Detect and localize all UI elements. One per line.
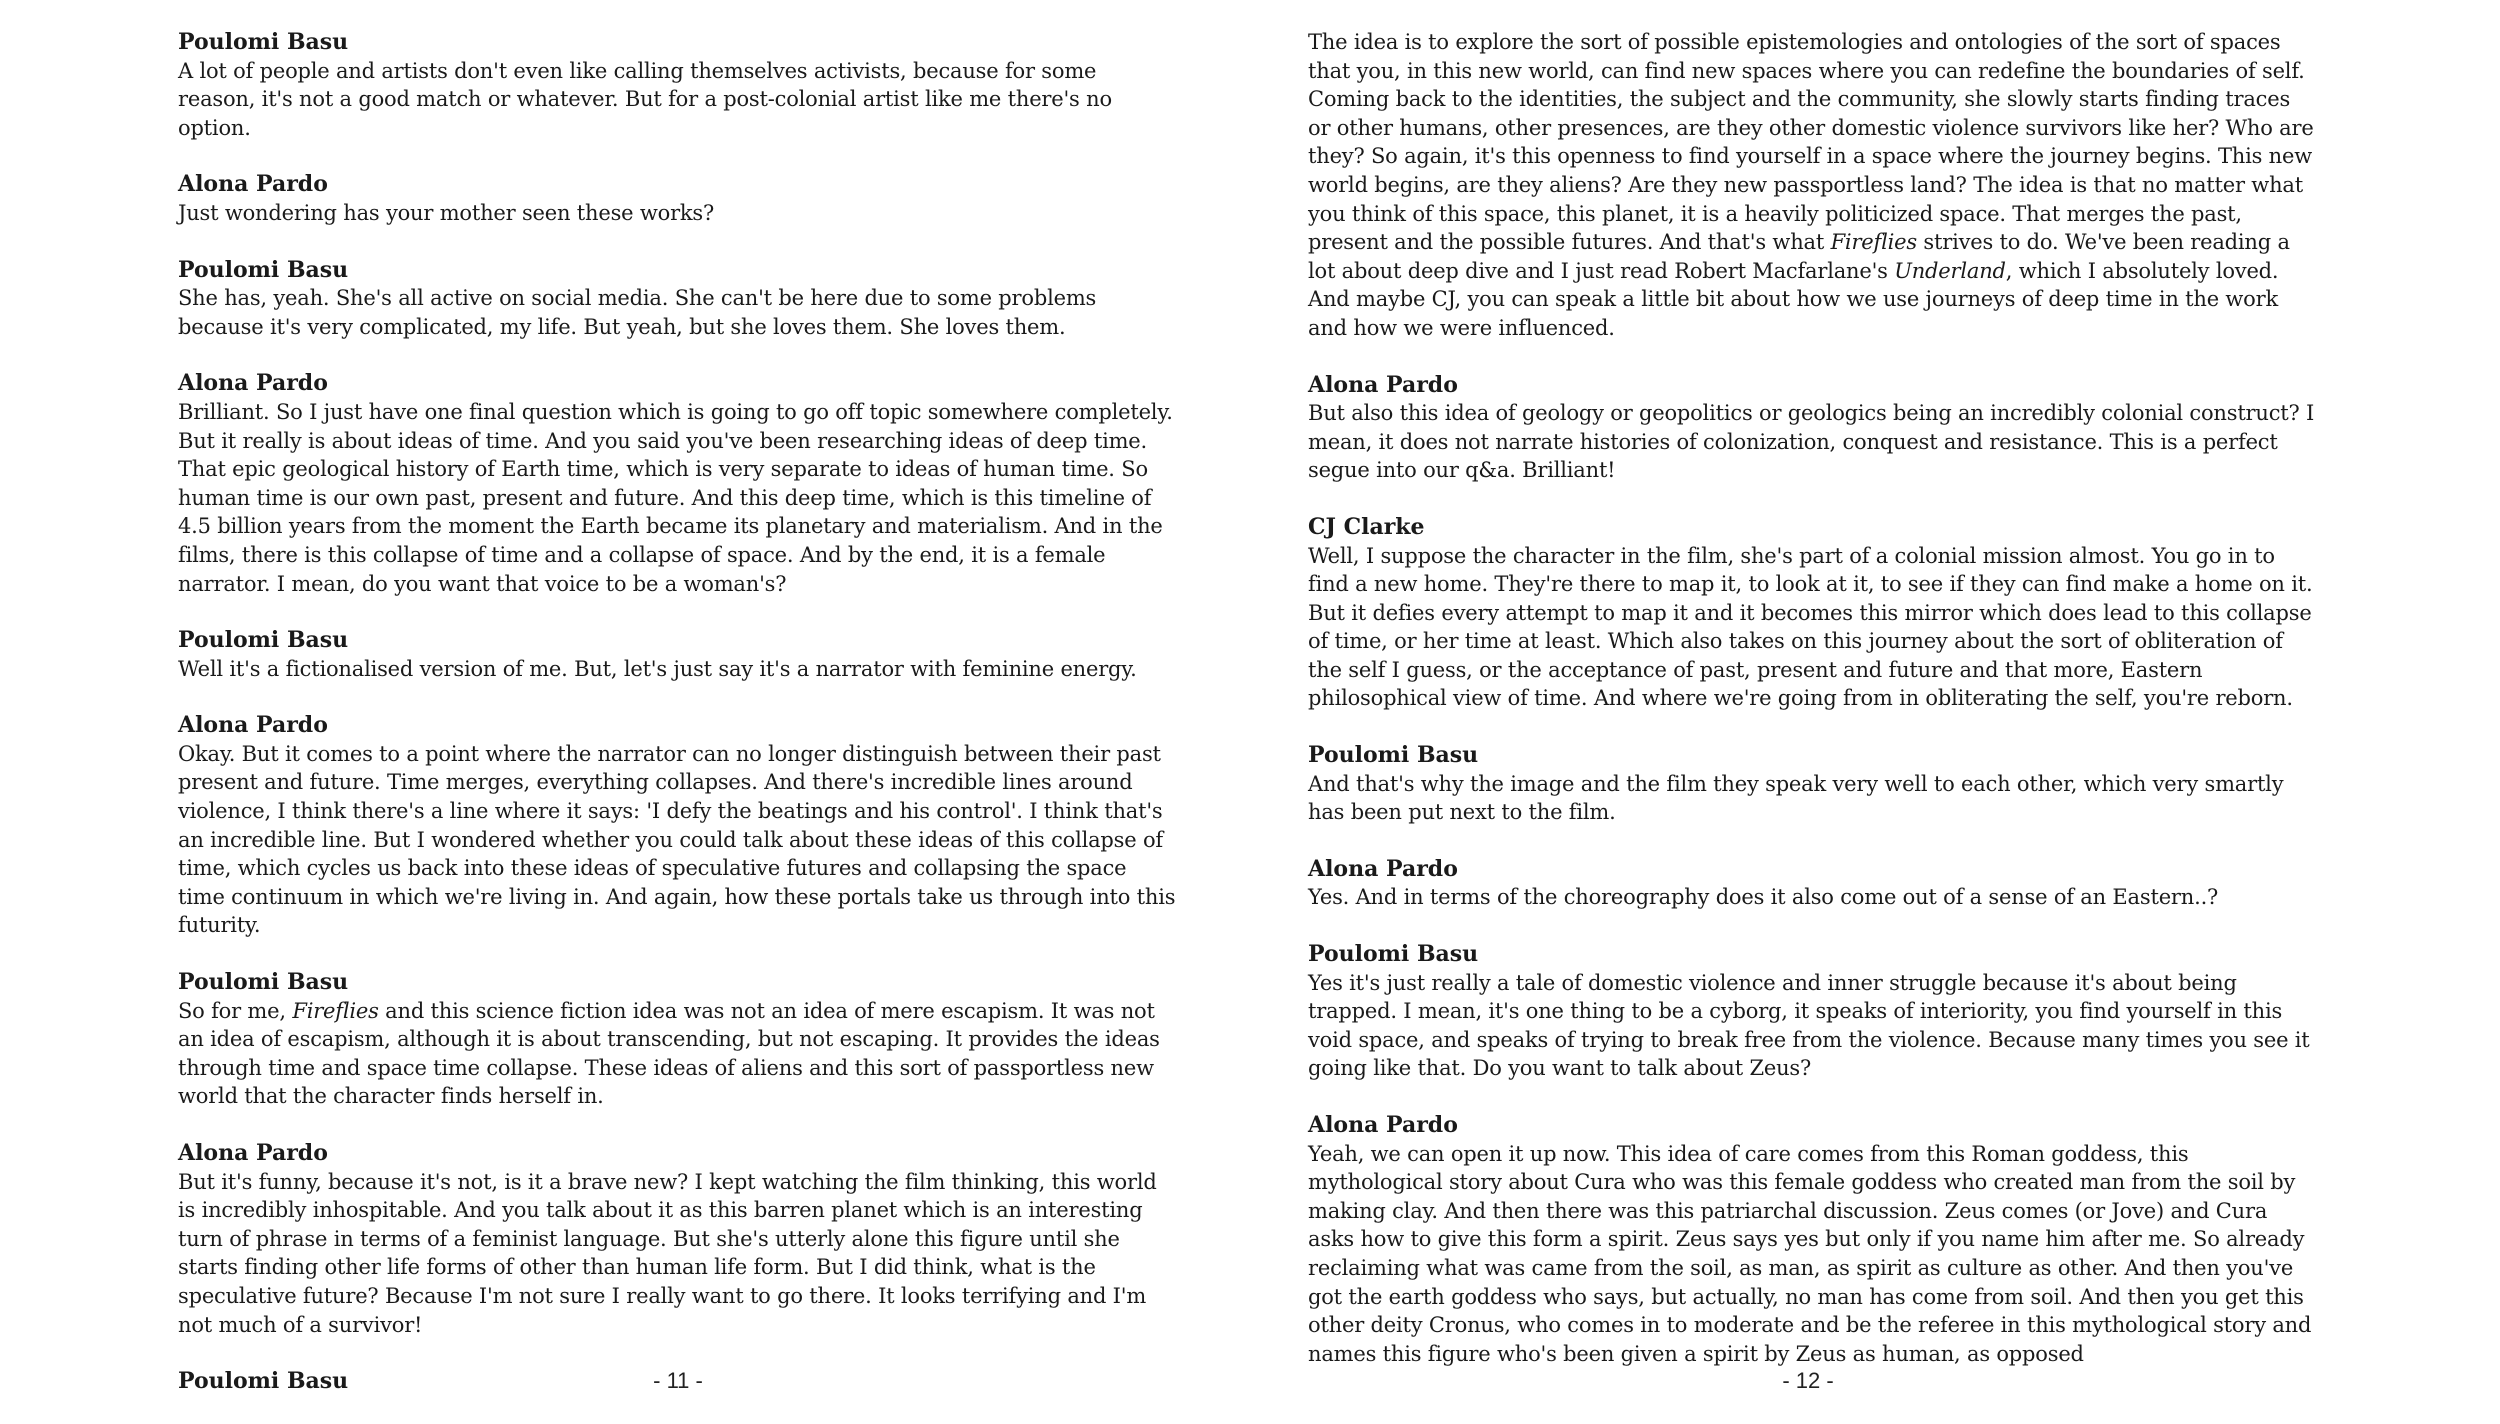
- speech-text: Yes it's just really a tale of domestic violence and inner struggle because it's about being trapped. I mean, it's one thing to be a cyborg, it speaks of interiority, you find yourself in this void space, and speaks of trying to break free from the violence. Because many times you see it going like that. Do you want to talk about Zeus?: [1308, 970, 2310, 1081]
- work-title: Fireflies: [1830, 230, 1917, 255]
- dialogue-block: [1308, 1111, 2318, 1368]
- speaker-name: Poulomi Basu: [178, 256, 349, 283]
- speech-text: [1308, 28, 2318, 343]
- speaker-name: Poulomi Basu: [1308, 742, 1479, 769]
- dialogue-block: [178, 369, 1178, 598]
- speech-text: Yeah, we can open it up now. This idea of care comes from this Roman goddess, this mythological story about Cura who was this female goddess who created man from the soil by making clay. And then there was this patriarchal discussion. Zeus comes (or Jove) and Cura asks how to give this form a spirit. Zeus says yes but only if you name him after me. So already reclaiming what was came from the soil, as man, as spirit as culture as other. And then you've got the earth goddess who says, but actually, no man has come from soil. And then you get this other deity Cronus, who comes in to moderate and be the referee in this mythological story and names this figure who's been given a spirit by Zeus as human, as opposed: [1308, 1141, 2312, 1366]
- speaker-name: Alona Pardo: [178, 370, 328, 397]
- dialogue-block: [178, 170, 1178, 227]
- dialogue-block: [178, 626, 1178, 683]
- right-page: [1308, 28, 2318, 1396]
- speech-text: But also this idea of geology or geopolitics or geologics being an incredibly colonial construct? I mean, it does not narrate histories of colonization, conquest and resistance. This is a perfect segue into our q&a. Brilliant!: [1308, 401, 2315, 483]
- speaker-name: Poulomi Basu: [178, 969, 349, 996]
- speaker-name: Poulomi Basu: [1308, 941, 1479, 968]
- page-number: - 12 -: [1782, 1368, 1834, 1393]
- speaker-name: CJ Clarke: [1308, 513, 1425, 540]
- dialogue-block: [178, 28, 1178, 142]
- book-title: Underland: [1894, 258, 2006, 283]
- speaker-name: Alona Pardo: [178, 1140, 328, 1166]
- speaker-name: Alona Pardo: [1308, 855, 1458, 882]
- speech-text: A lot of people and artists don't even like calling themselves activists, because for some reason, it's not a good match or whatever. But for a post-colonial artist like me there's no option.: [178, 58, 1112, 140]
- dialogue-block: [1308, 855, 2318, 912]
- speech-text: Well it's a fictionalised version of me. But, let's just say it's a narrator with feminine energy.: [178, 656, 1137, 681]
- speech-text-part: , which I absolutely loved. And maybe CJ, you can speak a little bit about how we use journeys of deep time in the work and how we were influenced.: [1308, 258, 2279, 340]
- speech-text-part: The idea is to explore the sort of possible epistemologies and ontologies of the sort of spaces that you, in this new world, can find new spaces where you can redefine the boundaries of self. Coming back to the identities, the subject and the community, she slowly starts finding traces or other humans, other presences, are they other domestic violence survivors like her? Who are they? So again, it's this openness to find yourself in a space where the journey begins. This new world begins, are they aliens? Are they new passportless land? The idea is that no matter what you think of this space, this planet, it is a heavily politicized space. That merges the past, present and the possible futures. And that's what: [1308, 30, 2314, 255]
- speaker-name: Poulomi Basu: [178, 1368, 349, 1395]
- work-title: Fireflies: [292, 998, 379, 1023]
- dialogue-block: [1308, 513, 2318, 713]
- page-number: - 11 -: [653, 1368, 703, 1393]
- speech-text: Okay. But it comes to a point where the narrator can no longer distinguish between their past present and future. Time merges, everything collapses. And there's incredible lines around violence, I think there's a line where it says: 'I defy the beatings and his control'. I think that's an incredible line. But I wondered whether you could talk about these ideas of this collapse of time, which cycles us back into these ideas of speculative futures and collapsing the space time continuum in which we're living in. And again, how these portals take us through into this futurity.: [178, 741, 1176, 938]
- left-page: [178, 28, 1178, 1424]
- dialogue-block: [1308, 940, 2318, 1083]
- dialogue-block: [178, 968, 1178, 1111]
- continued-speech-block: [1308, 28, 2318, 343]
- dialogue-block: [178, 711, 1178, 940]
- speech-text: But it's funny, because it's not, is it a brave new? I kept watching the film thinking, this world is incredibly inhospitable. And you talk about it as this barren planet which is an interesting turn of phrase in terms of a feminist language. But she's utterly alone this figure until she starts finding other life forms of other than human life form. But I did think, what is the speculative future? Because I'm not sure I really want to go there. It looks terrifying and I'm not much of a survivor!: [178, 1169, 1157, 1337]
- dialogue-block: [178, 256, 1178, 342]
- speech-text: Yes. And in terms of the choreography does it also come out of a sense of an Eastern..?: [1308, 885, 2219, 910]
- speech-text-part: strives to do. We've been reading a lot about deep dive and I just read Robert Macfarlane's: [1308, 230, 2290, 283]
- speech-text-part: So for me,: [178, 998, 293, 1023]
- speaker-name: Poulomi Basu: [178, 29, 349, 55]
- speaker-name: Alona Pardo: [178, 712, 328, 739]
- speaker-name: Alona Pardo: [178, 171, 328, 198]
- speech-text: Just wondering has your mother seen these works?: [178, 200, 715, 225]
- dialogue-block: [1308, 371, 2318, 485]
- speech-text: She has, yeah. She's all active on social media. She can't be here due to some problems because it's very complicated, my life. But yeah, but she loves them. She loves them.: [178, 286, 1097, 339]
- speech-text: Brilliant. So I just have one final question which is going to go off topic somewhere completely. But it really is about ideas of time. And you said you've been researching ideas of deep time. That epic geological history of Earth time, which is very separate to ideas of human time. So human time is our own past, present and future. And this deep time, which is this timeline of 4.5 billion years from the moment the Earth became its planetary and materialism. And in the films, there is this collapse of time and a collapse of space. And by the end, it is a female narrator. I mean, do you want that voice to be a woman's?: [178, 399, 1173, 596]
- speaker-name: Alona Pardo: [1308, 371, 1458, 398]
- speech-text: Well, I suppose the character in the film, she's part of a colonial mission almost. You go in to find a new home. They're there to map it, to look at it, to see if they can find make a home on it. But it defies every attempt to map it and it becomes this mirror which does lead to this collapse of time, or her time at least. Which also takes on this journey about the sort of obliteration of the self I guess, or the acceptance of past, present and future and that more, Eastern philosophical view of time. And where we're going from in obliterating the self, you're reborn.: [1308, 543, 2313, 711]
- speech-text: And that's why the image and the film they speak very well to each other, which very smartly has been put next to the film.: [1308, 771, 2284, 825]
- speech-text-part: and this science fiction idea was not an idea of mere escapism. It was not an idea of escapism, although it is about transcending, but not escaping. It provides the ideas through time and space time collapse. These ideas of aliens and this sort of passportless new world that the character finds herself in.: [178, 998, 1160, 1109]
- dialogue-block: [178, 1139, 1178, 1339]
- speaker-name: Alona Pardo: [1308, 1112, 1458, 1138]
- dialogue-block: [1308, 741, 2318, 827]
- speech-text: [178, 997, 1178, 1111]
- speaker-name: Poulomi Basu: [178, 627, 349, 654]
